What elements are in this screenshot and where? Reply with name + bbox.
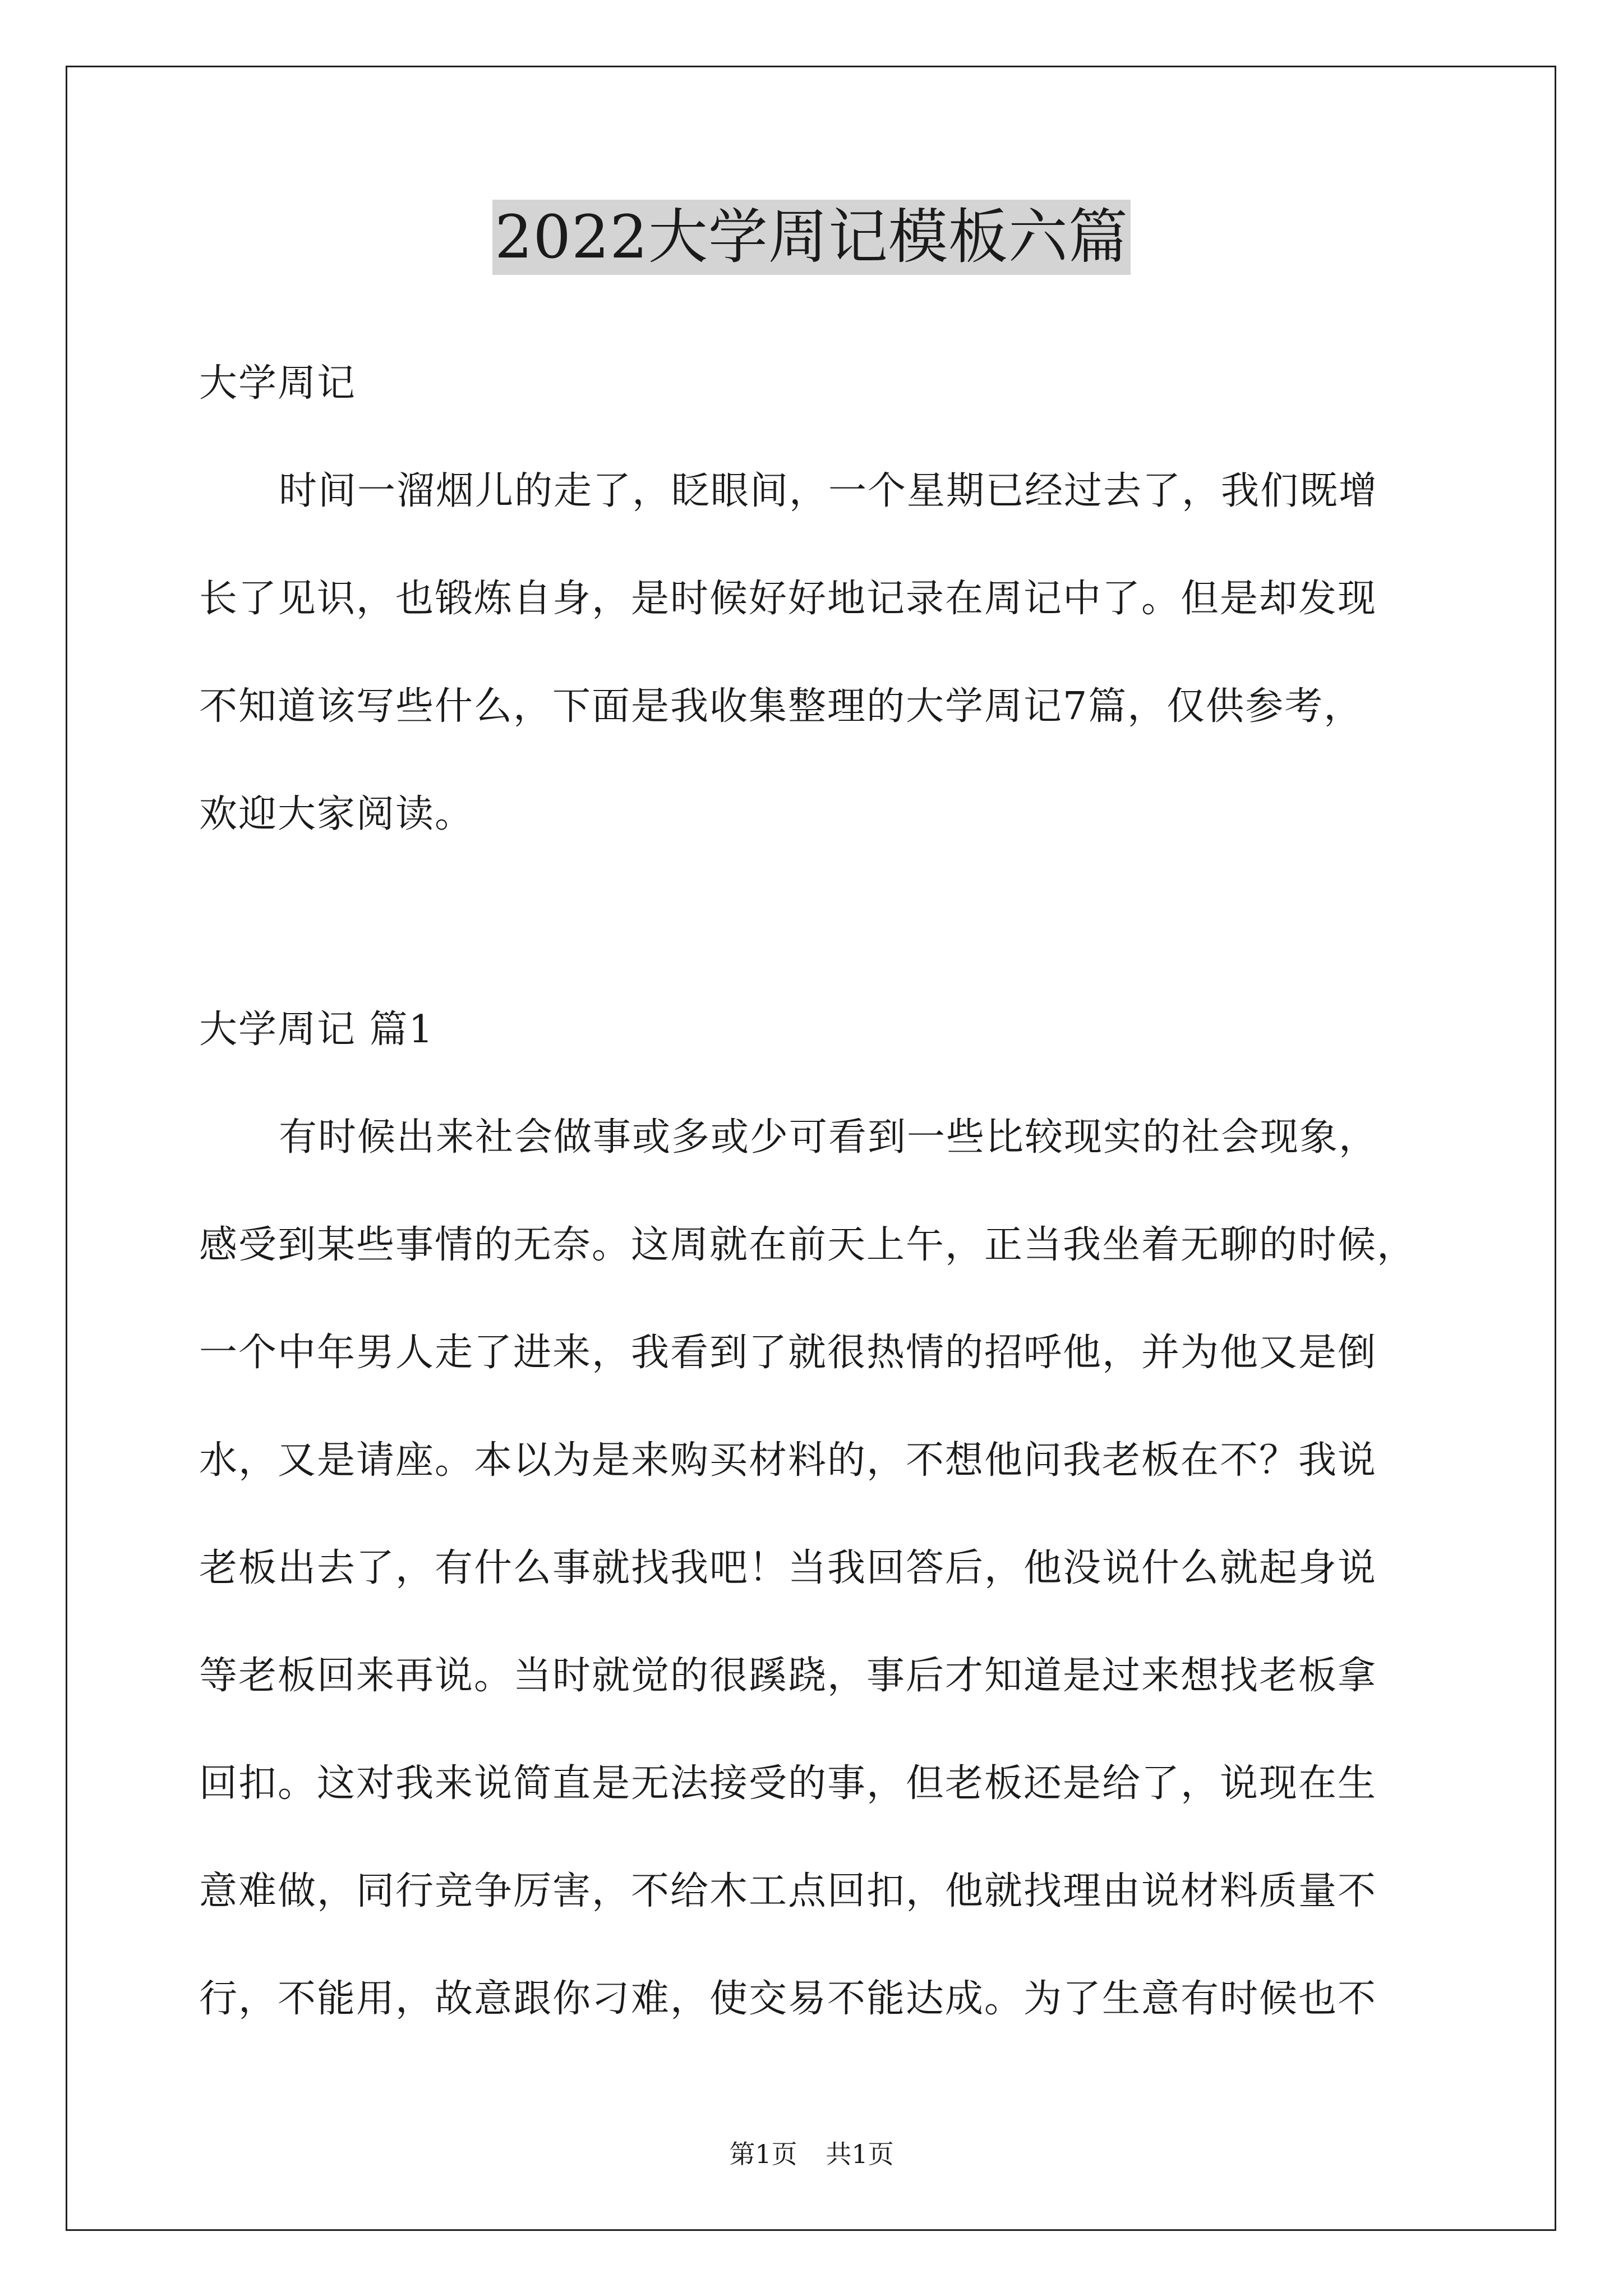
section-paragraph-line: 意难做，同行竞争厉害，不给木工点回扣，他就找理由说材料质量不 (199, 1869, 1377, 1913)
page-number-total: 共1页 (826, 2139, 894, 2169)
intro-paragraph-line: 欢迎大家阅读。 (199, 792, 474, 836)
document-title: 2022大学周记模板六篇 (492, 200, 1131, 275)
section-paragraph-line: 有时候出来社会做事或多或少可看到一些比较现实的社会现象， (279, 1115, 1378, 1159)
section-paragraph-line: 老板出去了，有什么事就找我吧！当我回答后，他没说什么就起身说 (199, 1546, 1377, 1590)
intro-paragraph-line: 时间一溜烟儿的走了，眨眼间，一个星期已经过去了，我们既增 (279, 469, 1378, 513)
section-paragraph-line: 一个中年男人走了进来，我看到了就很热情的招呼他，并为他又是倒 (199, 1331, 1377, 1375)
intro-heading: 大学周记 (199, 361, 357, 406)
section-paragraph-line: 水，又是请座。本以为是来购买材料的，不想他问我老板在不？我说 (199, 1438, 1377, 1483)
section-paragraph-line: 感受到某些事情的无奈。这周就在前天上午，正当我坐着无聊的时候， (199, 1223, 1417, 1267)
intro-paragraph-line: 不知道该写些什么，下面是我收集整理的大学周记7篇，仅供参考， (199, 684, 1363, 729)
paragraph-spacer (199, 868, 1438, 976)
document-body (199, 330, 1438, 2053)
section-paragraph-line: 回扣。这对我来说简直是无法接受的事，但老板还是给了，说现在生 (199, 1761, 1377, 1806)
intro-paragraph-line: 长了见识，也锻炼自身，是时候好好地记录在周记中了。但是却发现 (199, 577, 1377, 621)
title-container (0, 200, 1623, 275)
section-paragraph-line: 行，不能用，故意跟你刁难，使交易不能达成。为了生意有时候也不 (199, 1977, 1377, 2021)
section-heading: 大学周记 篇1 (199, 1007, 434, 1052)
page-number-current: 第1页 (729, 2139, 797, 2169)
section-paragraph-line: 等老板回来再说。当时就觉的很蹊跷，事后才知道是过来想找老板拿 (199, 1654, 1377, 1698)
page-footer (0, 2137, 1623, 2171)
